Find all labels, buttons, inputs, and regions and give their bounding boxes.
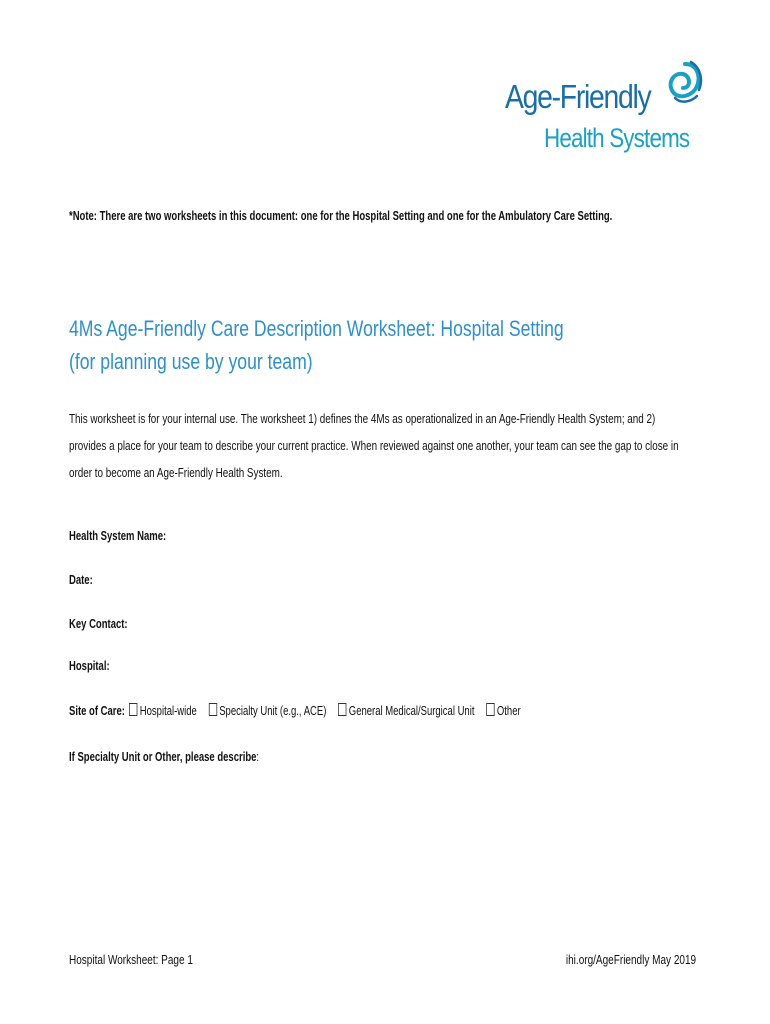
option-label: Hospital-wide <box>139 704 197 718</box>
age-friendly-logo <box>505 60 705 170</box>
option-hospital-wide[interactable] <box>128 704 197 718</box>
hospital-label: Hospital: <box>69 659 110 673</box>
option-label: Other <box>496 704 521 718</box>
checkbox-icon[interactable] <box>338 703 346 716</box>
title-line-2: (for planning use by your team) <box>69 349 313 374</box>
logo-text-age-friendly: Age-Friendly <box>505 78 651 115</box>
checkbox-icon[interactable] <box>486 703 494 716</box>
swirl-icon <box>667 60 703 112</box>
option-label: General Medical/Surgical Unit <box>348 704 475 718</box>
describe-label: If Specialty Unit or Other, please describe <box>69 750 257 764</box>
describe-colon: : <box>256 750 260 764</box>
key-contact-label: Key Contact: <box>69 617 128 631</box>
checkbox-icon[interactable] <box>129 703 137 716</box>
footer-page-label: Hospital Worksheet: Page 1 <box>69 952 193 967</box>
note-text: *Note: There are two worksheets in this document: one for the Hospital Setting and one for the Ambulatory Care Setting. <box>69 209 613 223</box>
footer-source-date: ihi.org/AgeFriendly May 2019 <box>565 952 696 967</box>
page-title <box>69 312 564 378</box>
site-of-care-label: Site of Care: <box>69 704 125 718</box>
option-other[interactable] <box>485 704 521 718</box>
site-of-care-row <box>69 703 528 718</box>
option-specialty-unit[interactable] <box>207 704 326 718</box>
title-line-1: 4Ms Age-Friendly Care Description Worksheet: Hospital Setting <box>69 316 564 341</box>
option-general-medical-surgical[interactable] <box>337 704 475 718</box>
checkbox-icon[interactable] <box>209 703 217 716</box>
intro-paragraph: This worksheet is for your internal use. The worksheet 1) defines the 4Ms as operationalized in an Age-Friendly Health System; and 2) provides a place for your team to describe your current practice. When reviewed against one another, your team can see the gap to close in order to become an Age-Friendly Health System. <box>69 411 679 480</box>
date-label: Date: <box>69 573 93 587</box>
logo-text-health-systems: Health Systems <box>544 123 690 153</box>
describe-row <box>69 750 259 764</box>
health-system-name-label: Health System Name: <box>69 529 167 543</box>
option-label: Specialty Unit (e.g., ACE) <box>219 704 327 718</box>
